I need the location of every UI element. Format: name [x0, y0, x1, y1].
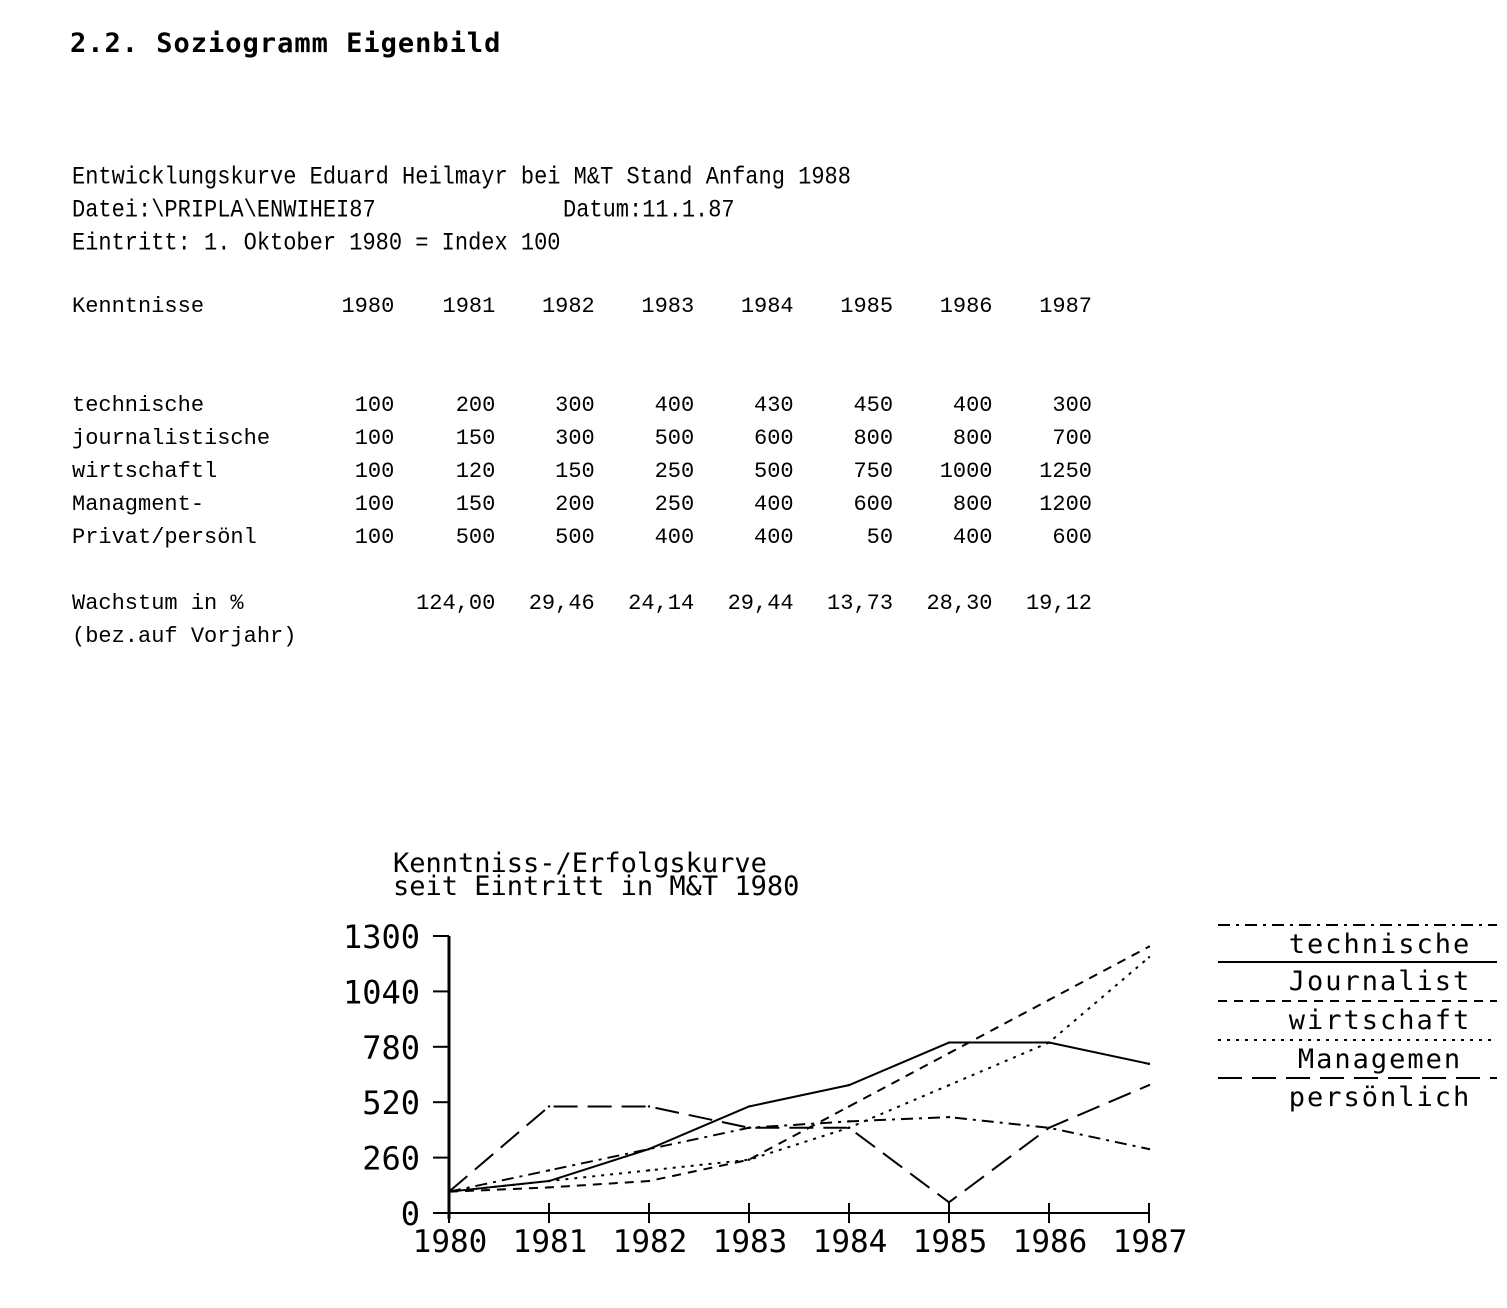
data-point: [548, 1186, 550, 1188]
data-point: [1148, 1084, 1150, 1086]
table-cell: 600: [853, 492, 894, 517]
chart-subtitle: seit Eintritt in M&T 1980: [393, 871, 800, 902]
y-tick-label: 0: [400, 1195, 420, 1233]
x-tick-label: 1982: [612, 1224, 688, 1260]
year-header: 1981: [442, 294, 496, 319]
year-header: 1985: [840, 294, 894, 319]
legend-label: persönlich: [1288, 1082, 1472, 1113]
report-heading: Entwicklungskurve Eduard Heilmayr bei M&T Stand Anfang 1988: [72, 163, 851, 192]
table-cell: 450: [853, 393, 894, 418]
x-tick-label: 1984: [812, 1224, 888, 1260]
data-point: [1048, 1041, 1050, 1043]
data-point: [948, 1201, 950, 1203]
x-tick-label: 1986: [1012, 1224, 1088, 1260]
table-cell: 400: [754, 492, 794, 517]
table-cell: 50: [866, 525, 894, 550]
data-point: [948, 1116, 950, 1118]
table-cell: 400: [754, 525, 794, 550]
table-cell: 250: [654, 492, 695, 517]
table-cell: 150: [555, 459, 595, 484]
table-cell: 150: [455, 492, 496, 517]
year-header: 1984: [740, 294, 794, 319]
legend-label: Journalist: [1288, 966, 1472, 997]
data-point: [1048, 999, 1050, 1001]
table-corner-label: Kenntnisse: [72, 294, 205, 319]
data-point: [548, 1180, 550, 1182]
data-point: [648, 1169, 650, 1171]
table-cell: 400: [654, 393, 695, 418]
date-label: Datum:11.1.87: [563, 196, 735, 225]
year-header: 1980: [341, 294, 395, 319]
legend-label: Managemen: [1297, 1044, 1463, 1075]
growth-cell: 19,12: [1025, 591, 1092, 616]
row-label: technische: [72, 393, 205, 418]
table-cell: 100: [354, 426, 395, 451]
year-header: 1982: [541, 294, 595, 319]
y-tick-label: 780: [362, 1028, 420, 1067]
table-cell: 500: [654, 426, 695, 451]
data-point: [948, 1052, 950, 1054]
data-point: [1048, 1127, 1050, 1129]
year-header: 1987: [1039, 294, 1092, 319]
table-cell: 400: [654, 525, 695, 550]
table-cell: 800: [952, 426, 993, 451]
data-point: [848, 1120, 850, 1122]
legend-label: wirtschaft: [1288, 1005, 1472, 1036]
data-point: [1148, 956, 1150, 958]
data-point: [848, 1127, 850, 1129]
data-point: [748, 1127, 750, 1129]
growth-cell: 13,73: [827, 591, 894, 616]
year-header: 1986: [939, 294, 993, 319]
growth-cell: 24,14: [628, 591, 695, 616]
x-tick-label: 1981: [512, 1224, 588, 1260]
table-cell: 150: [455, 426, 496, 451]
table-cell: 600: [1052, 525, 1092, 550]
series-line-managemen: [449, 957, 1149, 1191]
data-point: [548, 1169, 550, 1171]
data-point: [748, 1159, 750, 1161]
table-cell: 250: [654, 459, 695, 484]
table-cell: 700: [1052, 426, 1092, 451]
data-point: [948, 1084, 950, 1086]
x-tick-label: 1985: [912, 1224, 988, 1260]
table-cell: 500: [455, 525, 496, 550]
table-cell: 100: [354, 492, 395, 517]
data-point: [548, 1105, 550, 1107]
y-tick-label: 1300: [342, 918, 420, 956]
table-cell: 100: [354, 393, 395, 418]
year-header: 1983: [641, 294, 695, 319]
data-point: [848, 1084, 850, 1086]
table-cell: 200: [455, 393, 496, 418]
table-cell: 300: [555, 393, 595, 418]
x-tick-label: 1980: [412, 1224, 488, 1260]
entry-index-note: Eintritt: 1. Oktober 1980 = Index 100: [72, 229, 561, 258]
growth-label: Wachstum in %: [72, 591, 244, 616]
data-point: [448, 1190, 450, 1192]
chart-title: Kenntniss-/Erfolgskurve: [393, 848, 767, 879]
legend-label: technische: [1288, 929, 1472, 960]
series-line-persnlich: [449, 1085, 1149, 1202]
table-cell: 1250: [1039, 459, 1092, 484]
table-cell: 750: [853, 459, 894, 484]
table-cell: 300: [555, 426, 595, 451]
table-cell: 200: [555, 492, 595, 517]
growth-cell: 29,46: [528, 591, 595, 616]
data-point: [648, 1180, 650, 1182]
table-cell: 800: [952, 492, 993, 517]
table-cell: 1000: [939, 459, 993, 484]
table-cell: 300: [1052, 393, 1092, 418]
row-label: journalistische: [72, 426, 271, 451]
x-tick-label: 1987: [1112, 1224, 1188, 1260]
data-point: [648, 1148, 650, 1150]
table-cell: 430: [754, 393, 794, 418]
table-cell: 800: [853, 426, 894, 451]
table-cell: 400: [952, 525, 993, 550]
x-tick-label: 1983: [712, 1224, 788, 1260]
table-cell: 500: [555, 525, 595, 550]
file-label: Datei:\PRIPLA\ENWIHEI87: [72, 196, 376, 225]
table-cell: 1200: [1039, 492, 1092, 517]
y-tick-label: 520: [362, 1084, 420, 1123]
growth-cell: 29,44: [727, 591, 794, 616]
data-point: [1148, 1148, 1150, 1150]
table-cell: 400: [952, 393, 993, 418]
data-point: [848, 1105, 850, 1107]
table-cell: 100: [354, 459, 395, 484]
data-point: [1148, 1063, 1150, 1065]
data-point: [1148, 945, 1150, 947]
y-tick-label: 1040: [342, 973, 420, 1012]
growth-cell: 124,00: [416, 591, 496, 616]
series-line-journalist: [449, 1043, 1149, 1192]
page-title: 2.2. Soziogramm Eigenbild: [70, 28, 502, 59]
series-line-wirtschaft: [449, 947, 1149, 1192]
row-label: wirtschaftl: [72, 459, 218, 484]
table-cell: 120: [455, 459, 496, 484]
data-point: [948, 1041, 950, 1043]
row-label: Managment-: [72, 492, 205, 517]
table-cell: 500: [754, 459, 794, 484]
growth-cell: 28,30: [926, 591, 993, 616]
y-tick-label: 260: [362, 1139, 420, 1178]
growth-sublabel: (bez.auf Vorjahr): [72, 624, 297, 649]
row-label: Privat/persönl: [72, 525, 257, 550]
table-cell: 600: [754, 426, 794, 451]
data-point: [748, 1105, 750, 1107]
table-cell: 100: [354, 525, 395, 550]
data-point: [648, 1105, 650, 1107]
